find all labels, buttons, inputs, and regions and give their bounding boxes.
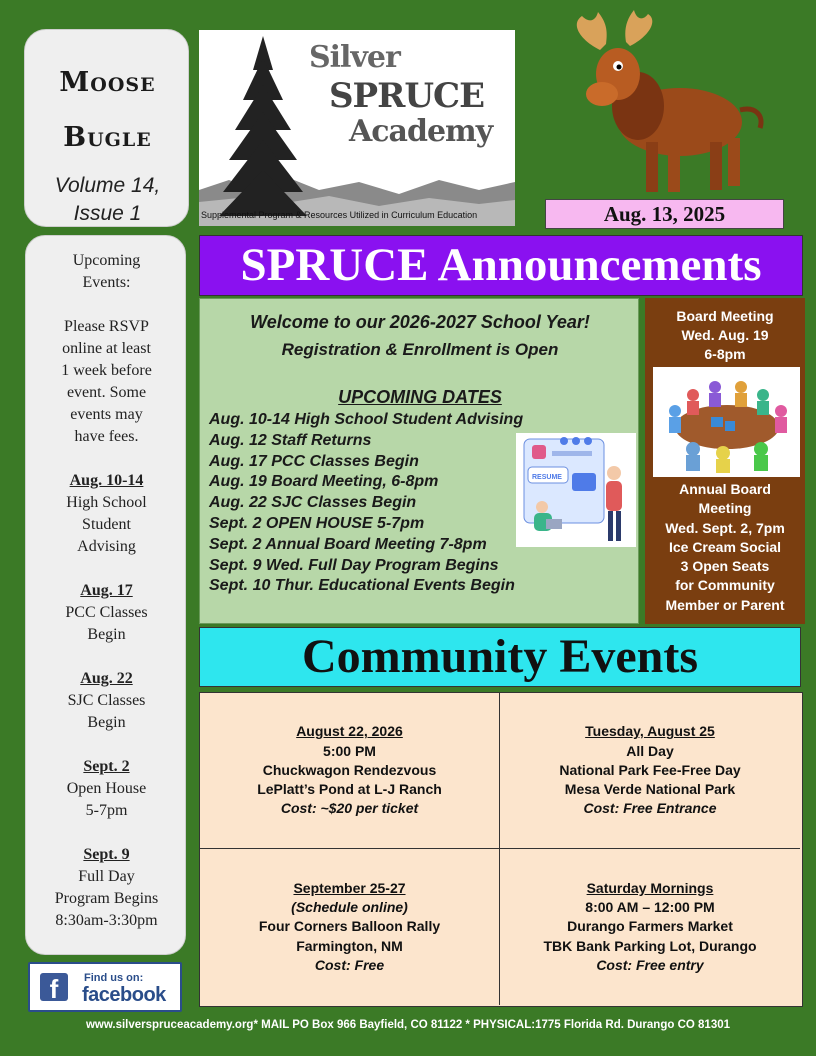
sidebar-event-line: High School <box>66 494 147 511</box>
event-title: Saturday Mornings <box>586 879 714 896</box>
sidebar-intro: Upcoming <box>72 252 141 269</box>
upcoming-dates-heading: UPCOMING DATES <box>338 387 502 407</box>
event-title: August 22, 2026 <box>296 723 403 740</box>
facebook-find-label: Find us on: <box>84 972 144 984</box>
event-cell <box>200 693 500 849</box>
list-item: Sept. 9 Wed. Full Day Program Begins <box>209 556 499 574</box>
sidebar-rsvp-line: online at least <box>62 340 151 357</box>
event-cost: Cost: Free entry <box>596 956 704 973</box>
event-line: 8:00 AM – 12:00 PM <box>585 899 715 916</box>
community-events-table <box>199 692 803 1007</box>
event-cost: Cost: ~$20 per ticket <box>280 800 419 817</box>
sidebar-event-line: Advising <box>77 538 136 555</box>
list-item: Aug. 19 Board Meeting, 6-8pm <box>209 473 439 491</box>
logo-tagline: Supplemental Program & Resources Utilized in Curriculum Education <box>201 210 478 220</box>
event-title: Tuesday, August 25 <box>585 723 715 740</box>
sidebar-event-line: Program Begins <box>54 890 159 907</box>
sidebar-rsvp-line: events may <box>70 406 143 423</box>
list-item: Aug. 10-14 High School Student Advising <box>209 411 524 428</box>
sidebar-event-line: Student <box>82 516 131 533</box>
sidebar-text <box>26 250 187 932</box>
facebook-icon: f <box>40 973 68 1001</box>
newsletter-title <box>25 55 190 165</box>
board-meeting-line: 6-8pm <box>704 346 746 362</box>
sidebar-event-line: Begin <box>87 714 126 731</box>
announcements-heading: SPRUCE Announcements <box>199 235 803 296</box>
event-subtitle: (Schedule online) <box>291 899 408 916</box>
list-item: Sept. 10 Thur. Educational Events Begin <box>209 577 515 595</box>
academy-logo <box>199 30 515 226</box>
sidebar-event-line: 8:30am-3:30pm <box>55 912 158 929</box>
annual-board-meeting-info <box>645 480 805 615</box>
event-line: LePlatt’s Pond at L-J Ranch <box>257 781 442 798</box>
issue-date: Aug. 13, 2025 <box>545 199 784 229</box>
event-line: Four Corners Balloon Rally <box>258 918 441 935</box>
annual-meeting-line: Meeting <box>698 500 752 517</box>
title-line-2: Bugle <box>63 122 152 153</box>
annual-meeting-line: Annual Board <box>679 481 771 497</box>
logo-word-silver: Silver <box>309 40 400 75</box>
sidebar-panel <box>25 235 186 955</box>
community-events-heading: Community Events <box>199 627 801 687</box>
board-meeting-panel <box>645 298 805 624</box>
list-item: Aug. 22 SJC Classes Begin <box>209 494 417 512</box>
resume-label: RESUME <box>532 474 562 481</box>
sidebar-event-line: 5-7pm <box>85 802 128 819</box>
announcements-panel <box>199 298 639 624</box>
event-line: TBK Bank Parking Lot, Durango <box>543 937 757 954</box>
sidebar-event-date: Sept. 2 <box>83 758 130 775</box>
title-line-1: Moose <box>59 67 156 98</box>
board-meeting-line: Wed. Aug. 19 <box>681 327 769 343</box>
event-cost: Cost: Free Entrance <box>583 800 717 817</box>
event-cell <box>500 849 800 1005</box>
sidebar-event-line: SJC Classes <box>67 692 146 709</box>
annual-meeting-line: for Community <box>675 577 775 594</box>
logo-word-academy: Academy <box>349 114 493 149</box>
event-line: National Park Fee-Free Day <box>559 761 741 778</box>
list-item: Aug. 17 PCC Classes Begin <box>209 452 419 470</box>
logo-word-spruce: SPRUCE <box>329 76 485 116</box>
sidebar-event-date: Aug. 10-14 <box>69 472 144 489</box>
annual-meeting-line: 3 Open Seats <box>680 558 770 575</box>
event-line: All Day <box>626 742 674 759</box>
sidebar-event-line: Begin <box>87 626 126 643</box>
facebook-wordmark: facebook <box>82 984 166 1006</box>
event-line: Chuckwagon Rendezvous <box>262 761 437 778</box>
sidebar-intro: Events: <box>82 274 131 291</box>
sidebar-rsvp-line: 1 week before <box>61 362 152 379</box>
event-line: 5:00 PM <box>323 742 376 759</box>
sidebar-event-line: Full Day <box>78 868 135 885</box>
sidebar-event-line: Open House <box>66 780 147 797</box>
sidebar-event-date: Aug. 17 <box>80 582 133 599</box>
sidebar-rsvp-line: have fees. <box>74 428 139 445</box>
volume-label: Volume 14, <box>54 174 161 197</box>
sidebar-event-date: Sept. 9 <box>83 846 130 863</box>
facebook-link[interactable] <box>28 962 182 1012</box>
registration-text: Registration & Enrollment is Open <box>281 340 559 359</box>
event-title: September 25-27 <box>293 879 406 896</box>
annual-meeting-line: Ice Cream Social <box>668 538 782 555</box>
event-cell <box>200 849 500 1005</box>
list-item: Sept. 2 Annual Board Meeting 7-8pm <box>209 535 487 553</box>
sidebar-rsvp-line: Please RSVP <box>64 318 149 335</box>
meeting-table-icon <box>653 367 800 477</box>
event-line: Durango Farmers Market <box>567 918 733 935</box>
moose-illustration-icon <box>560 10 770 200</box>
volume-issue <box>25 172 190 228</box>
sidebar-rsvp-line: event. Some <box>66 384 147 401</box>
event-cost: Cost: Free <box>314 956 385 973</box>
board-meeting-info <box>645 307 805 364</box>
issue-label: Issue 1 <box>73 202 142 225</box>
footer-address: www.silverspruceacademy.org* MAIL PO Box 966 Bayfield, CO 81122 * PHYSICAL:1775 Florida Rd. Durango CO 81301 <box>85 1019 731 1031</box>
event-line: Mesa Verde National Park <box>564 781 736 798</box>
welcome-text: Welcome to our 2026-2027 School Year! <box>250 312 590 332</box>
event-line: Farmington, NM <box>296 937 403 954</box>
annual-meeting-line: Member or Parent <box>665 596 785 613</box>
event-cell <box>500 693 800 849</box>
resume-illustration-icon <box>516 433 636 547</box>
list-item: Sept. 2 OPEN HOUSE 5-7pm <box>209 514 425 532</box>
sidebar-event-line: PCC Classes <box>65 604 148 621</box>
masthead-panel <box>24 29 189 227</box>
annual-meeting-line: Wed. Sept. 2, 7pm <box>665 519 785 536</box>
board-meeting-line: Board Meeting <box>676 308 774 324</box>
sidebar-event-date: Aug. 22 <box>80 670 133 687</box>
list-item: Aug. 12 Staff Returns <box>209 431 372 449</box>
